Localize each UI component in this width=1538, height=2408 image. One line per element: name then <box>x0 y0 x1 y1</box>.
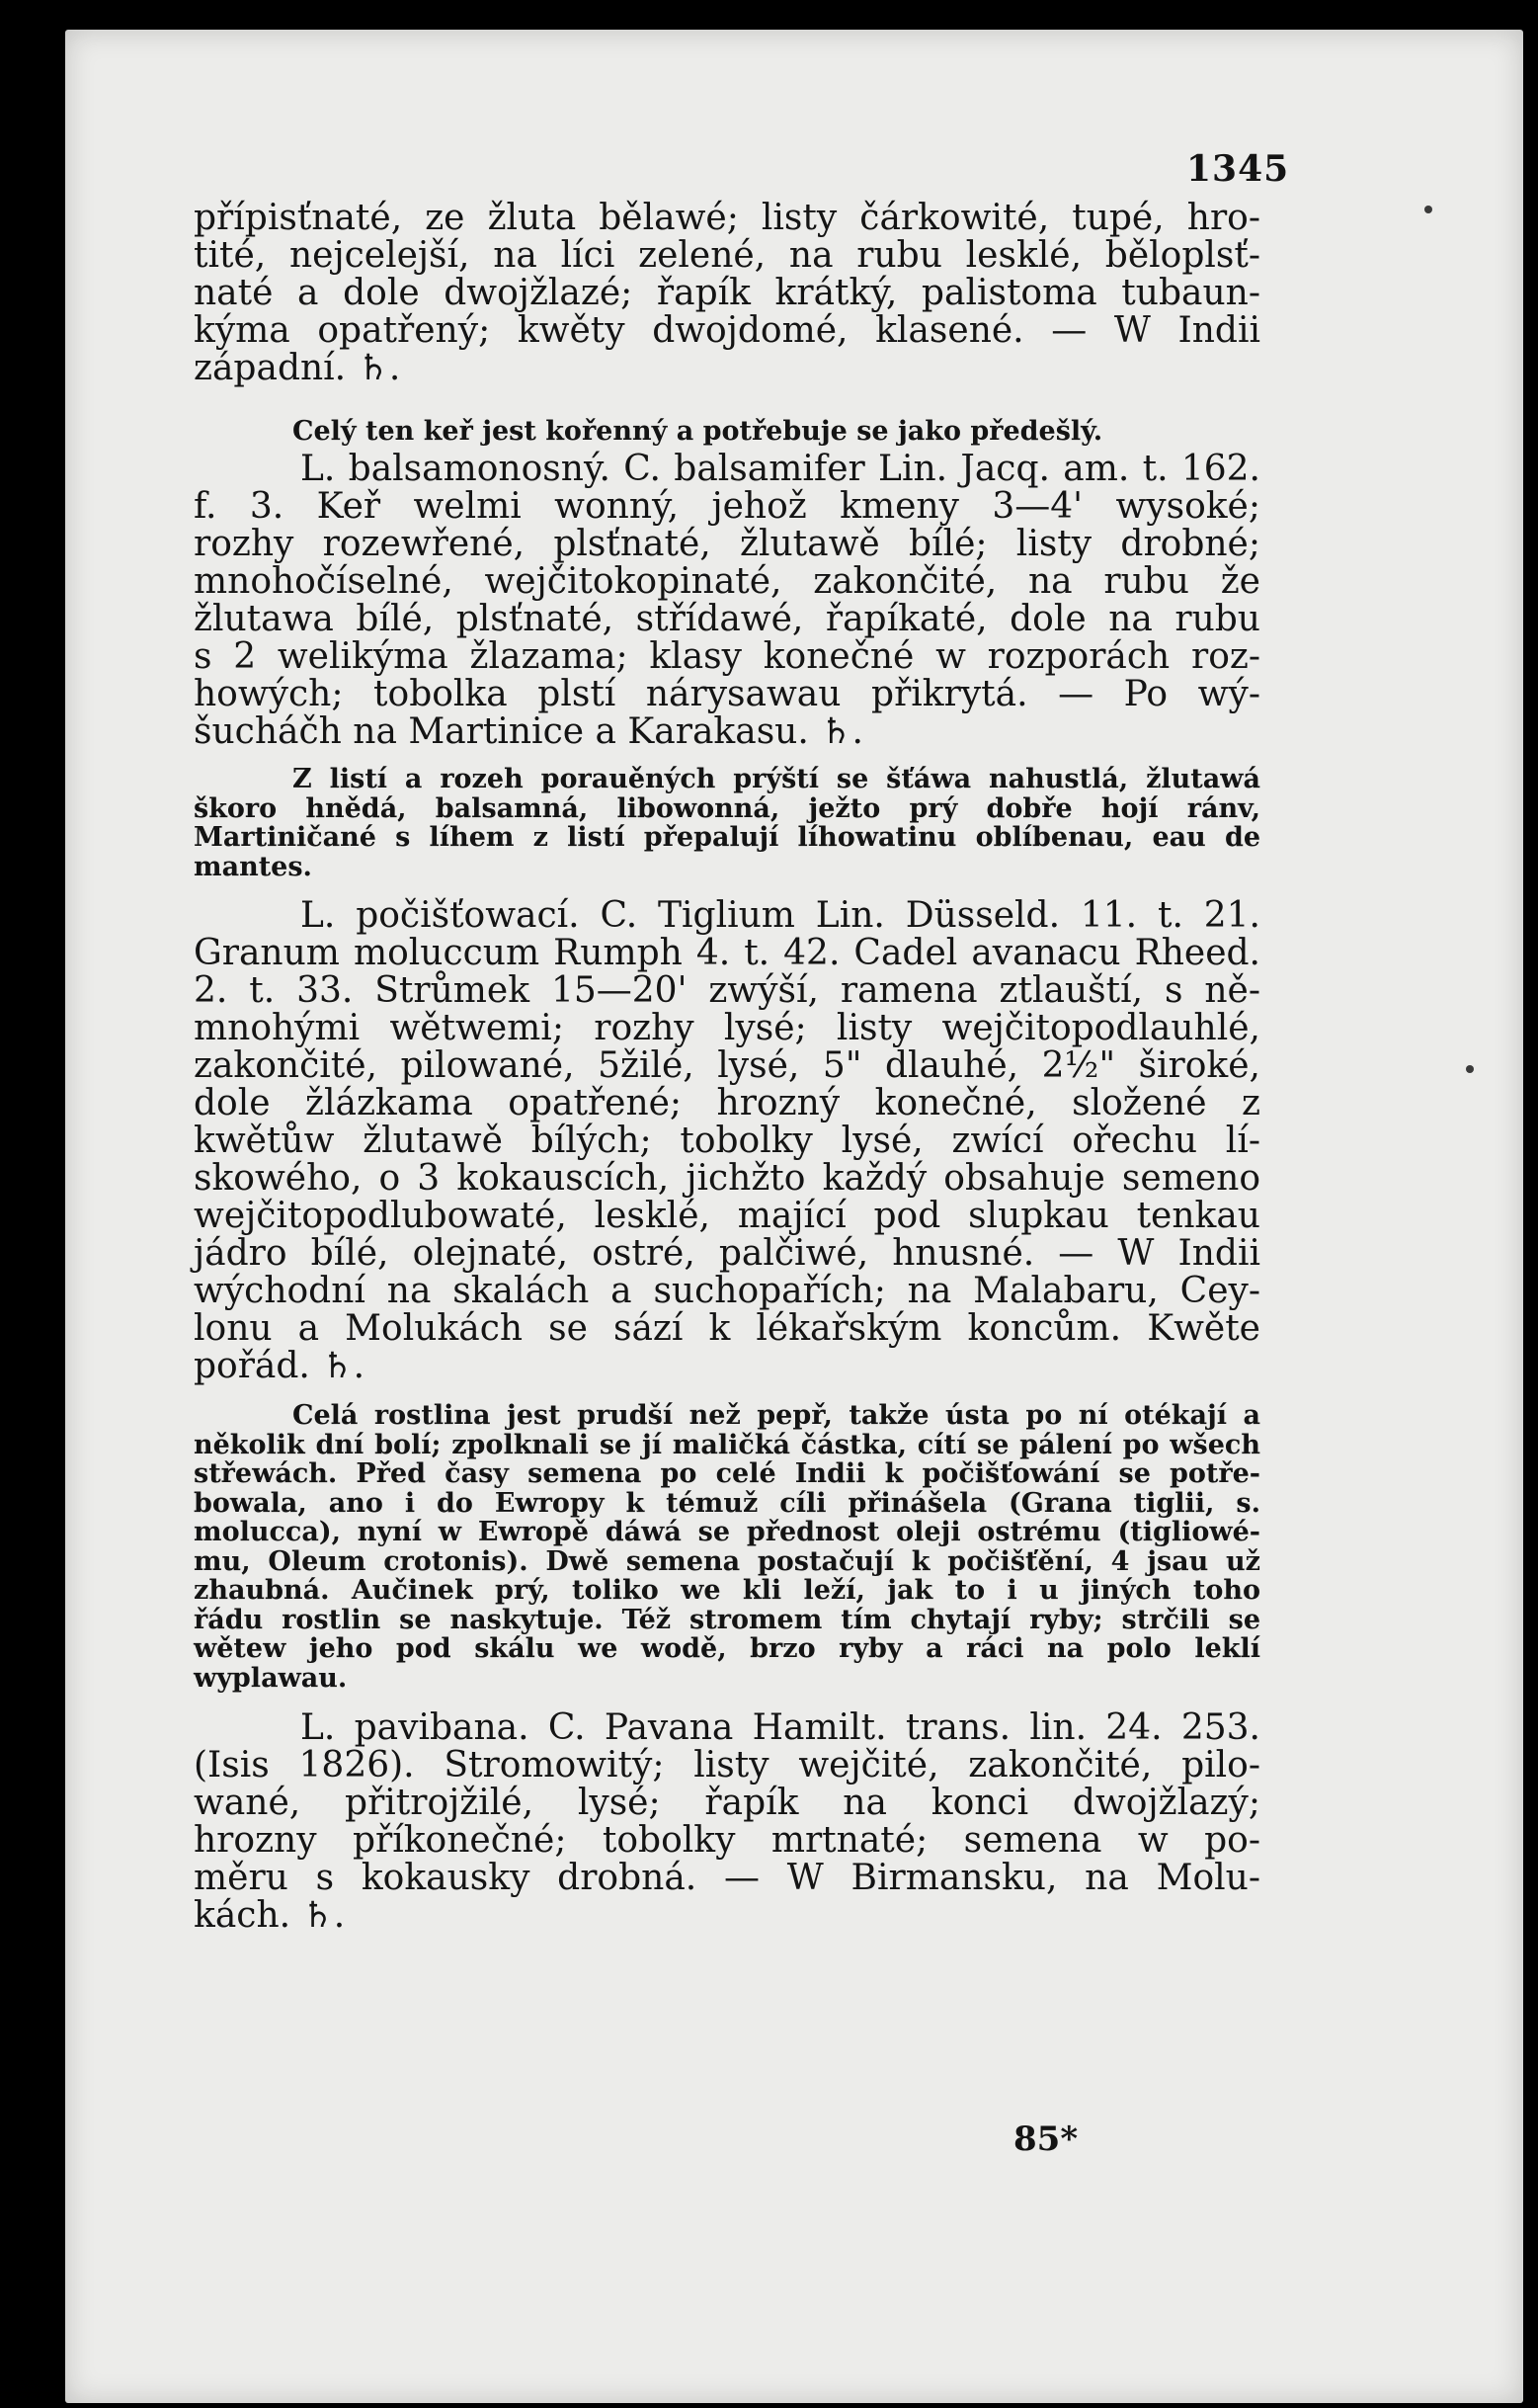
text-line: zhaubná. Aučinek prý, toliko we kli leží, jak to i u jiných toho <box>194 1575 1260 1606</box>
signature-mark: 85* <box>1013 2119 1079 2159</box>
text-line: rozhy rozewřené, plsťnaté, žlutawě bílé; listy drobné; <box>194 524 1260 564</box>
text-line: hrozny příkonečné; tobolky mrtnaté; semena w po- <box>194 1820 1260 1861</box>
book-page <box>65 30 1523 2403</box>
note-paragraph <box>194 417 1260 447</box>
text-line: řádu rostlin se naskytuje. Též stromem tím chytají ryby; strčili se <box>194 1604 1260 1635</box>
text-line: wětew jeho pod skálu we wodě, brzo ryby a ráci na polo leklí <box>194 1633 1260 1664</box>
text-line: wýchodní na skalách a suchopařích; na Malabaru, Cey- <box>194 1271 1260 1311</box>
text-line: L. počišťowací. C. Tiglium Lin. Düsseld. 11. t. 21. <box>300 895 1260 936</box>
text-line: žlutawa bílé, plsťnaté, střídawé, řapíkaté, dole na rubu <box>194 599 1260 639</box>
text-line: f. 3. Keř welmi wonný, jehož kmeny 3—4' wysoké; <box>194 486 1260 527</box>
text-line: L. balsamonosný. C. balsamifer Lin. Jacq. am. t. 162. <box>300 449 1260 489</box>
text-line: Martiničané s líhem z listí přepalují líhowatinu oblíbenau, eau de <box>194 822 1260 853</box>
text-line: 2. t. 33. Strůmek 15—20' zwýší, ramena ztlauští, s ně- <box>194 970 1260 1011</box>
text-line: Celá rostlina jest prudší než pepř, takže ústa po ní otékají a <box>292 1400 1260 1431</box>
text-line: Granum moluccum Rumph 4. t. 42. Cadel avanacu Rheed. <box>194 933 1260 973</box>
text-line: Celý ten keř jest kořenný a potřebuje se jako předešlý. <box>292 416 1103 447</box>
text-paragraph <box>194 897 1260 1385</box>
text-line: Z listí a rozeh porauěných prýští se šťáwa nahustlá, žlutawá <box>292 764 1260 794</box>
text-paragraph <box>194 200 1260 387</box>
text-line: mantes. <box>194 851 312 882</box>
text-line: howých; tobolka plstí nárysawau přikrytá. — Po wý- <box>194 674 1260 714</box>
note-paragraph <box>194 765 1260 881</box>
page-number: 1345 <box>1186 148 1290 190</box>
scan-frame <box>28 0 1527 2408</box>
text-line: mnohočíselné, wejčitokopinaté, zakončité, na rubu že <box>194 561 1260 602</box>
text-line: L. pavibana. C. Pavana Hamilt. trans. lin. 24. 253. <box>300 1707 1260 1748</box>
text-line: jádro bílé, olejnaté, ostré, palčiwé, hnusné. — W Indii <box>194 1233 1260 1274</box>
text-line: kýma opatřený; kwěty dwojdomé, klasené. — W Indii <box>194 310 1260 351</box>
text-line: lonu a Molukách se sází k lékařským koncům. Kwěte <box>194 1308 1260 1349</box>
note-paragraph <box>194 1401 1260 1693</box>
text-line: wané, přitrojžilé, lysé; řapík na konci dwojžlazý; <box>194 1783 1260 1823</box>
text-paragraph <box>194 1709 1260 1935</box>
text-line: škoro hnědá, balsamná, libowonná, ježto prý dobře hojí ránv, <box>194 792 1260 824</box>
text-line: kách. ♄. <box>194 1895 346 1936</box>
text-line: několik dní bolí; zpolknali se jí maličká částka, cítí se pálení po wšech <box>194 1429 1260 1460</box>
text-line: kwětůw žlutawě bílých; tobolky lysé, zwící ořechu lí- <box>194 1121 1260 1161</box>
text-line: západní. ♄. <box>194 348 401 388</box>
text-line: měru s kokausky drobná. — W Birmansku, na Molu- <box>194 1858 1260 1898</box>
text-line: mu, Oleum crotonis). Dwě semena postačují k počišťění, 4 jsau už <box>194 1545 1260 1577</box>
text-line: (Isis 1826). Stromowitý; listy wejčité, zakončité, pilo- <box>194 1745 1260 1785</box>
text-line: naté a dole dwojžlazé; řapík krátký, palistoma tubaun- <box>194 273 1260 313</box>
speck-mark <box>1466 1065 1474 1073</box>
speck-mark <box>1424 206 1432 213</box>
text-line: tité, nejcelejší, na líci zelené, na rubu lesklé, běloplsť- <box>194 235 1260 276</box>
text-line: bowala, ano i do Ewropy k témuž cíli přinášela (Grana tiglii, s. <box>194 1487 1260 1519</box>
text-line: mnohými wětwemi; rozhy lysé; listy wejčitopodlauhlé, <box>194 1008 1260 1048</box>
text-line: střewách. Před časy semena po celé Indii k počišťowání se potře- <box>194 1458 1260 1489</box>
text-line: wejčitopodlubowaté, lesklé, mající pod slupkau tenkau <box>194 1196 1260 1236</box>
text-paragraph <box>194 451 1260 751</box>
text-line: zakončité, pilowané, 5žilé, lysé, 5" dlauhé, 2½" široké, <box>194 1045 1260 1086</box>
text-line: přípisťnaté, ze žluta bělawé; listy čárkowité, tupé, hro- <box>194 198 1260 238</box>
text-line: skowého, o 3 kokauscích, jichžto každý obsahuje semeno <box>194 1158 1260 1199</box>
text-line: s 2 welikýma žlazama; klasy konečné w rozporách roz- <box>194 636 1260 677</box>
text-line: pořád. ♄. <box>194 1346 365 1386</box>
text-line: moluccа), nyní w Ewropě dáwá se přednost oleji ostrému (tigliowé- <box>194 1517 1260 1547</box>
text-line: wyplawau. <box>194 1662 348 1694</box>
text-line: dole žlázkama opatřené; hrozný konečné, složené z <box>194 1083 1260 1123</box>
text-line: šucháčh na Martinice a Karakasu. ♄. <box>194 711 863 752</box>
